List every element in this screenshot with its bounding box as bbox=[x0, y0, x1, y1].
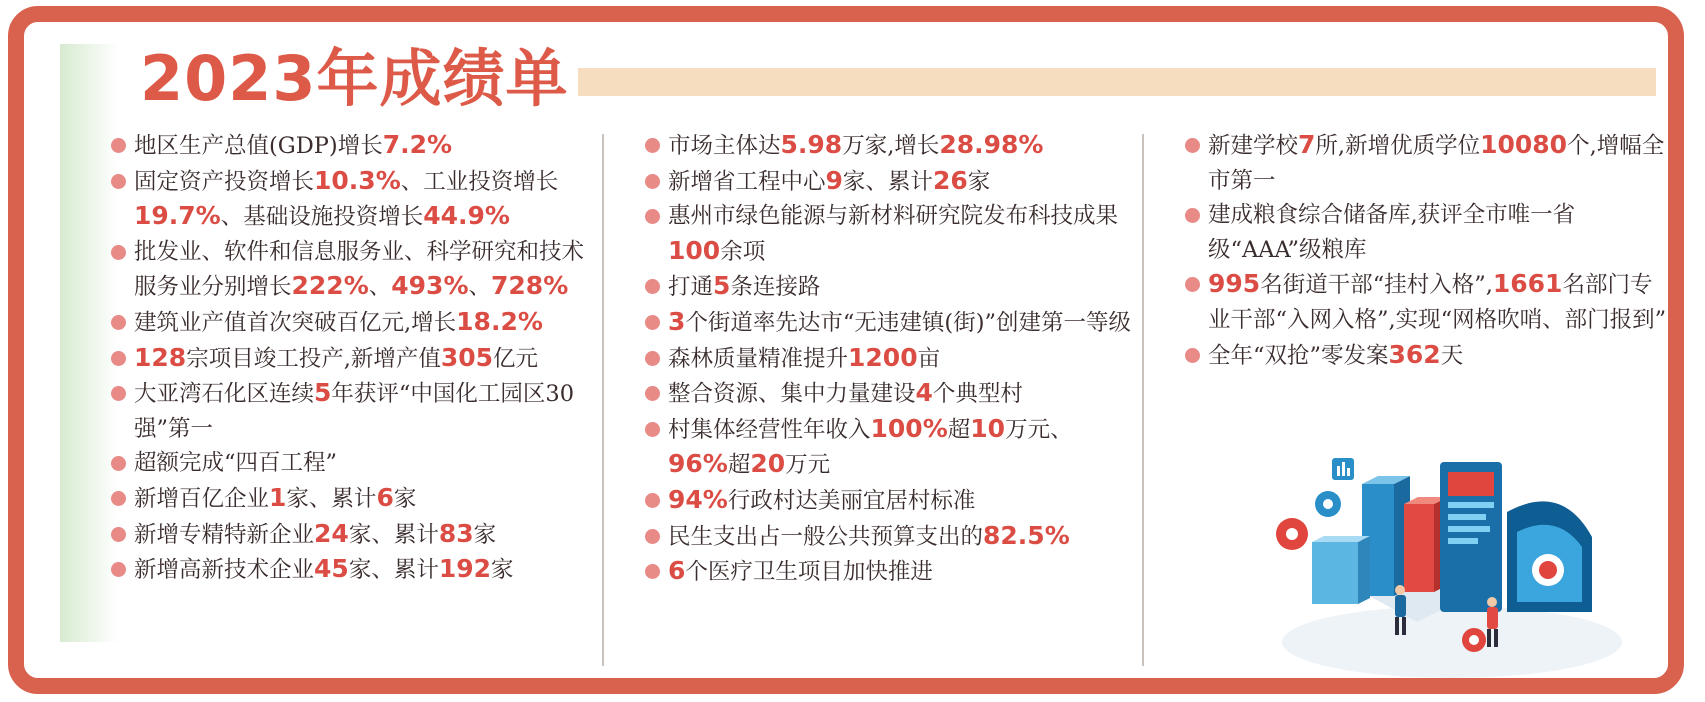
item-text: 亿元 bbox=[493, 345, 539, 372]
column-divider bbox=[602, 134, 604, 666]
highlight-number: 83 bbox=[438, 518, 474, 548]
item-text: 天 bbox=[1440, 342, 1464, 369]
highlight-number: 9 bbox=[825, 165, 843, 195]
item-text: 超 bbox=[727, 452, 751, 479]
highlight-number: 7.2% bbox=[382, 130, 453, 159]
item-text: 行政村达美丽宜居村标准 bbox=[727, 487, 976, 514]
bullet-icon bbox=[645, 209, 660, 224]
achievement-item bbox=[110, 481, 590, 517]
highlight-number: 44.9% bbox=[423, 201, 510, 231]
highlight-number: 5 bbox=[314, 378, 332, 408]
item-text: 个,增幅全市第一 bbox=[1208, 133, 1665, 194]
item-text: 地区生产总值(GDP)增长 bbox=[134, 133, 383, 159]
item-text: 、 bbox=[468, 274, 492, 301]
item-text: 、 bbox=[368, 274, 392, 301]
achievement-item bbox=[110, 128, 590, 164]
column-livelihood bbox=[1184, 128, 1674, 373]
achievement-item bbox=[1184, 338, 1674, 374]
highlight-number: 128 bbox=[134, 342, 187, 372]
item-text: 大亚湾石化区连续 bbox=[134, 381, 315, 408]
item-text: 森林质量精准提升 bbox=[668, 345, 849, 372]
highlight-number: 222% bbox=[291, 271, 369, 301]
item-text: 市场主体达 bbox=[668, 133, 781, 159]
bullet-icon bbox=[645, 564, 660, 579]
bullet-icon bbox=[645, 351, 660, 366]
item-text: 个典型村 bbox=[932, 381, 1023, 408]
bullet-icon bbox=[111, 386, 126, 401]
item-text: 名街道干部“挂村入格”, bbox=[1260, 272, 1493, 299]
item-text: 建筑业产值首次突破百亿元,增长 bbox=[134, 309, 457, 336]
item-text: 家、累计 bbox=[348, 521, 439, 548]
achievement-item bbox=[110, 305, 590, 341]
highlight-number: 94% bbox=[668, 484, 728, 514]
item-text: 万元 bbox=[785, 452, 831, 479]
bullet-icon bbox=[111, 174, 126, 189]
achievement-item bbox=[110, 376, 590, 446]
item-text: 新增专精特新企业 bbox=[134, 521, 315, 548]
achievement-item bbox=[644, 376, 1132, 412]
achievement-item bbox=[110, 552, 590, 588]
highlight-number: 6 bbox=[376, 482, 394, 512]
achievement-item bbox=[644, 199, 1132, 269]
highlight-number: 362 bbox=[1388, 339, 1441, 369]
item-text: 新增高新技术企业 bbox=[134, 557, 315, 584]
highlight-number: 5 bbox=[713, 271, 731, 301]
bullet-icon bbox=[111, 245, 126, 260]
achievement-item bbox=[644, 483, 1132, 519]
item-text: 全年“双抢”零发案 bbox=[1208, 342, 1389, 369]
highlight-number: 10080 bbox=[1480, 130, 1568, 159]
highlight-number: 1 bbox=[269, 482, 287, 512]
bullet-icon bbox=[645, 493, 660, 508]
item-text: 家 bbox=[967, 168, 991, 195]
item-text: 家 bbox=[473, 521, 497, 548]
highlight-number: 1661 bbox=[1492, 269, 1563, 299]
bullet-icon bbox=[645, 138, 660, 153]
achievement-item bbox=[110, 517, 590, 553]
achievement-item bbox=[644, 128, 1132, 164]
achievement-item bbox=[110, 446, 590, 481]
bullet-icon bbox=[111, 456, 126, 471]
highlight-number: 7 bbox=[1298, 130, 1316, 159]
highlight-number: 995 bbox=[1208, 269, 1261, 299]
bullet-icon bbox=[111, 527, 126, 542]
item-text: 批发业、软件和信息服务业、科学研究和技术服务业分别增长 bbox=[134, 238, 585, 301]
highlight-number: 4 bbox=[915, 378, 933, 408]
achievement-item bbox=[644, 164, 1132, 200]
highlight-number: 305 bbox=[440, 342, 494, 372]
bullet-icon bbox=[111, 491, 126, 506]
highlight-number: 728% bbox=[491, 271, 569, 301]
highlight-number: 82.5% bbox=[983, 520, 1070, 550]
column-economy bbox=[110, 128, 590, 588]
item-text: 、基础设施投资增长 bbox=[220, 204, 424, 231]
item-text: 家、累计 bbox=[348, 557, 439, 584]
achievement-item bbox=[1184, 267, 1674, 337]
achievement-item bbox=[110, 235, 590, 305]
achievement-item bbox=[110, 341, 590, 377]
highlight-number: 10.3% bbox=[314, 165, 401, 195]
highlight-number: 19.7% bbox=[134, 201, 221, 231]
bullet-icon bbox=[111, 351, 126, 366]
data-analytics-illustration bbox=[1242, 442, 1632, 692]
item-text: 亩 bbox=[917, 345, 941, 372]
bullet-icon bbox=[645, 386, 660, 401]
item-text: 余项 bbox=[720, 238, 766, 265]
highlight-number: 5.98 bbox=[780, 130, 843, 159]
item-text: 整合资源、集中力量建设 bbox=[668, 381, 916, 408]
bullet-icon bbox=[1185, 277, 1200, 292]
achievement-item bbox=[644, 341, 1132, 377]
item-text: 固定资产投资增长 bbox=[134, 168, 315, 195]
item-text: 年获评“中国化工园区30强”第一 bbox=[134, 381, 575, 442]
achievement-item bbox=[110, 164, 590, 235]
achievement-item bbox=[1184, 128, 1674, 198]
item-text: 个街道率先达市“无违建镇(街)”创建第一等级 bbox=[685, 309, 1131, 336]
item-text: 新增百亿企业 bbox=[134, 485, 270, 512]
achievement-item bbox=[644, 554, 1132, 590]
item-text: 万家,增长 bbox=[842, 133, 940, 159]
achievement-item bbox=[1184, 198, 1674, 267]
item-text: 家、累计 bbox=[842, 168, 933, 195]
item-text: 建成粮食综合储备库,获评全市唯一省级“AAA”级粮库 bbox=[1208, 202, 1576, 263]
achievement-item bbox=[644, 519, 1132, 555]
item-text: 村集体经营性年收入 bbox=[668, 416, 871, 443]
title-band bbox=[578, 68, 1656, 96]
item-text: 名部门专业干部“入网入格”,实现“网格吹哨、部门报到” bbox=[1208, 272, 1667, 333]
highlight-number: 26 bbox=[932, 165, 968, 195]
item-text: 超额完成“四百工程” bbox=[134, 450, 338, 477]
item-text: 万元、 bbox=[1005, 416, 1073, 443]
bullet-icon bbox=[645, 174, 660, 189]
item-text: 惠州市绿色能源与新材料研究院发布科技成果 bbox=[668, 203, 1119, 230]
bullet-icon bbox=[1185, 348, 1200, 363]
bullet-icon bbox=[1185, 208, 1200, 223]
highlight-number: 10 bbox=[970, 413, 1006, 443]
highlight-number: 20 bbox=[750, 449, 786, 479]
item-text: 打通 bbox=[668, 274, 714, 301]
achievement-item bbox=[644, 412, 1132, 483]
highlight-number: 45 bbox=[314, 554, 349, 584]
highlight-number: 493% bbox=[391, 271, 469, 301]
column-divider bbox=[1142, 134, 1144, 666]
item-text: 条连接路 bbox=[730, 274, 821, 301]
highlight-number: 100 bbox=[668, 235, 721, 265]
column-development bbox=[644, 128, 1132, 590]
highlight-number: 100% bbox=[870, 413, 948, 443]
item-text: 家、累计 bbox=[286, 485, 377, 512]
highlight-number: 3 bbox=[668, 306, 686, 336]
item-text: 个医疗卫生项目加快推进 bbox=[685, 559, 933, 586]
achievement-item bbox=[644, 269, 1132, 305]
item-text: 民生支出占一般公共预算支出的 bbox=[668, 523, 984, 550]
page-title: 2023年成绩单 bbox=[140, 42, 569, 115]
bullet-icon bbox=[645, 529, 660, 544]
bullet-icon bbox=[111, 138, 126, 153]
highlight-number: 18.2% bbox=[456, 306, 543, 336]
card-frame bbox=[8, 6, 1684, 694]
item-text: 超 bbox=[947, 416, 971, 443]
item-text: 家 bbox=[393, 485, 417, 512]
highlight-number: 28.98% bbox=[939, 130, 1044, 159]
highlight-number: 1200 bbox=[848, 342, 918, 372]
item-text: 宗项目竣工投产,新增产值 bbox=[186, 345, 441, 372]
highlight-number: 24 bbox=[314, 518, 349, 548]
bullet-icon bbox=[645, 279, 660, 294]
highlight-number: 192 bbox=[438, 554, 492, 584]
item-text: 所,新增优质学位 bbox=[1315, 133, 1481, 159]
bullet-icon bbox=[1185, 138, 1200, 153]
highlight-number: 6 bbox=[668, 556, 686, 586]
bullet-icon bbox=[111, 315, 126, 330]
item-text: 家 bbox=[491, 557, 514, 584]
item-text: 新建学校 bbox=[1208, 133, 1299, 159]
item-text: 、工业投资增长 bbox=[400, 168, 559, 195]
bullet-icon bbox=[645, 422, 660, 437]
achievement-item bbox=[644, 305, 1132, 341]
bullet-icon bbox=[645, 315, 660, 330]
bullet-icon bbox=[111, 562, 126, 577]
item-text: 新增省工程中心 bbox=[668, 168, 826, 195]
highlight-number: 96% bbox=[668, 449, 728, 479]
